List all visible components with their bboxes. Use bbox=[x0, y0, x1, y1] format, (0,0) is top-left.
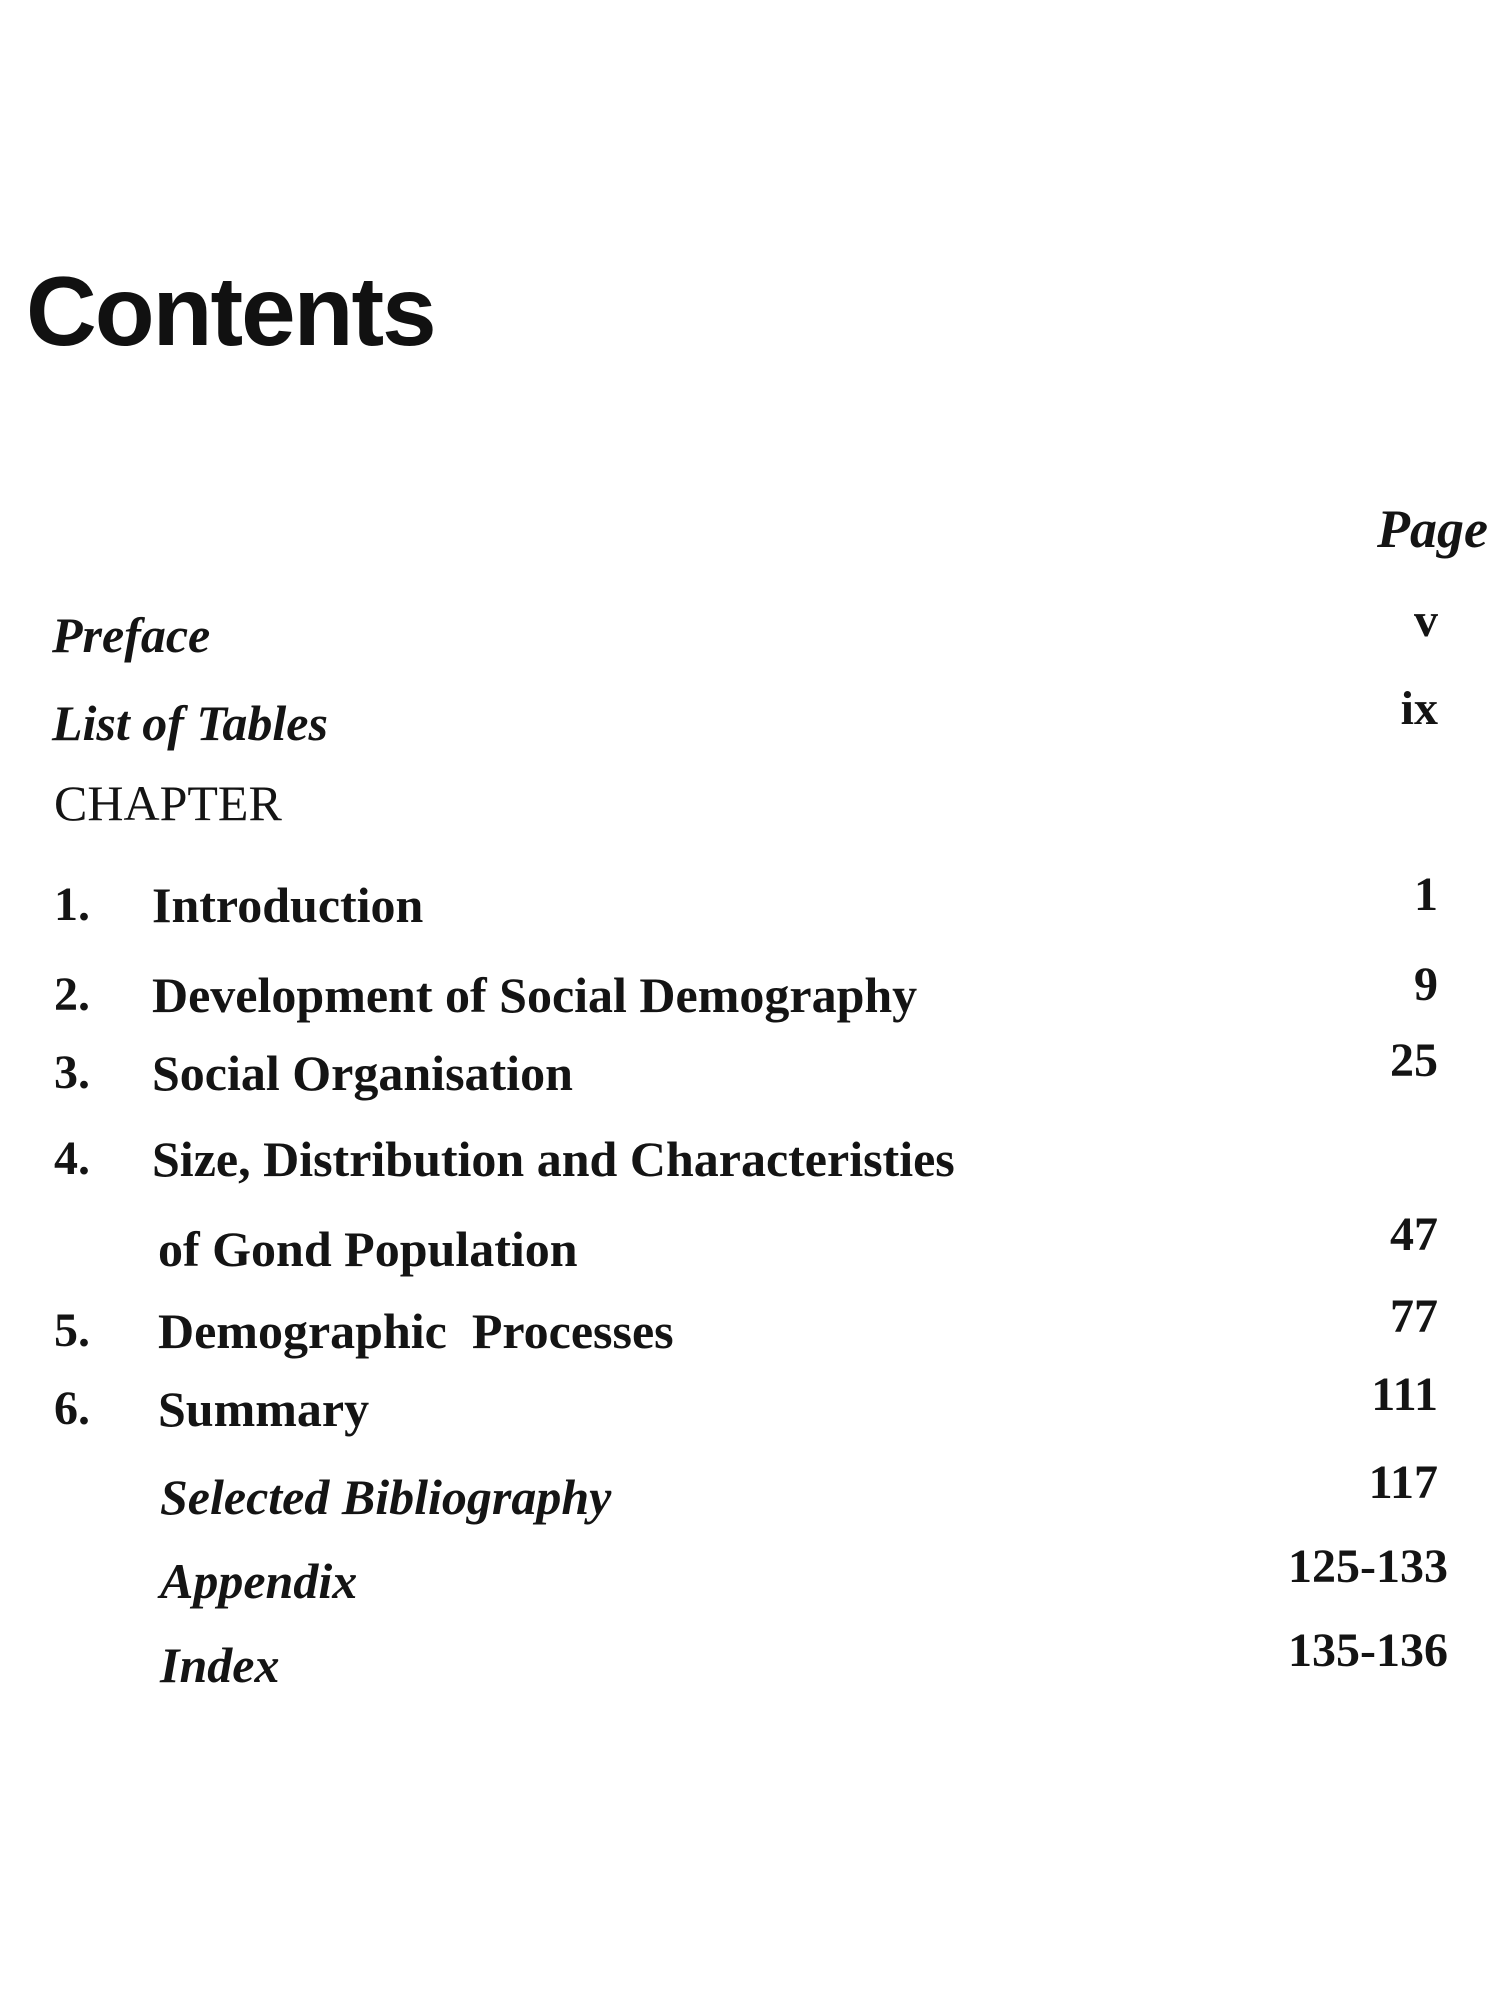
toc-entry-page: 125-133 bbox=[1288, 1540, 1448, 1593]
toc-entry-label: Size, Distribution and Characteristies bbox=[152, 1131, 955, 1187]
toc-entry-chapter-4[interactable] bbox=[0, 1124, 1500, 1194]
toc-entry-page: 77 bbox=[1390, 1290, 1438, 1343]
toc-entry-page: 117 bbox=[1368, 1456, 1438, 1509]
toc-entry-index[interactable] bbox=[0, 1624, 1500, 1700]
chapter-number: 1. bbox=[54, 878, 90, 931]
toc-entry-label: Selected Bibliography bbox=[160, 1469, 612, 1525]
toc-entry-appendix[interactable] bbox=[0, 1540, 1500, 1616]
toc-entry-page: 47 bbox=[1390, 1208, 1438, 1261]
chapter-heading bbox=[0, 768, 1500, 838]
chapter-number: 5. bbox=[54, 1304, 90, 1357]
toc-entry-page: ix bbox=[1400, 682, 1438, 735]
page-title: Contents bbox=[26, 256, 435, 366]
toc-entry-label: List of Tables bbox=[52, 695, 328, 751]
chapter-number: 3. bbox=[54, 1046, 90, 1099]
toc-entry-chapter-4-continued[interactable] bbox=[0, 1208, 1500, 1284]
toc-entry-chapter-6[interactable] bbox=[0, 1368, 1500, 1444]
toc-entry-label: Summary bbox=[158, 1381, 370, 1437]
toc-entry-chapter-1[interactable] bbox=[0, 870, 1500, 940]
toc-entry-label: Index bbox=[160, 1637, 280, 1693]
toc-entry-preface[interactable] bbox=[0, 594, 1500, 670]
toc-entry-chapter-3[interactable] bbox=[0, 1034, 1500, 1108]
toc-entry-label: Social Organisation bbox=[152, 1045, 573, 1101]
toc-entry-label: Introduction bbox=[152, 877, 424, 933]
toc-entry-bibliography[interactable] bbox=[0, 1456, 1500, 1532]
toc-entry-page: 111 bbox=[1371, 1368, 1438, 1421]
toc-entry-label: Development of Social Demography bbox=[152, 967, 918, 1023]
toc-entry-chapter-2[interactable] bbox=[0, 960, 1500, 1030]
toc-entry-label: Demographic Processes bbox=[158, 1303, 674, 1359]
toc-entry-page: 1 bbox=[1414, 868, 1438, 921]
toc-entry-label: Appendix bbox=[160, 1553, 358, 1609]
chapter-number: 2. bbox=[54, 968, 90, 1021]
chapter-number: 6. bbox=[54, 1382, 90, 1435]
toc-entry-chapter-5[interactable] bbox=[0, 1290, 1500, 1366]
toc-entry-page: 25 bbox=[1390, 1034, 1438, 1087]
toc-entry-label-continued: of Gond Population bbox=[158, 1221, 578, 1277]
toc-entry-page: 135-136 bbox=[1288, 1624, 1448, 1677]
toc-entry-page: v bbox=[1414, 594, 1438, 647]
chapter-heading-label: CHAPTER bbox=[54, 775, 282, 831]
toc-entry-page: 9 bbox=[1414, 958, 1438, 1011]
toc-entry-list-of-tables[interactable] bbox=[0, 682, 1500, 758]
toc-entry-label: Preface bbox=[52, 607, 211, 663]
page-column-label: Page bbox=[1377, 499, 1488, 559]
chapter-number: 4. bbox=[54, 1132, 90, 1185]
